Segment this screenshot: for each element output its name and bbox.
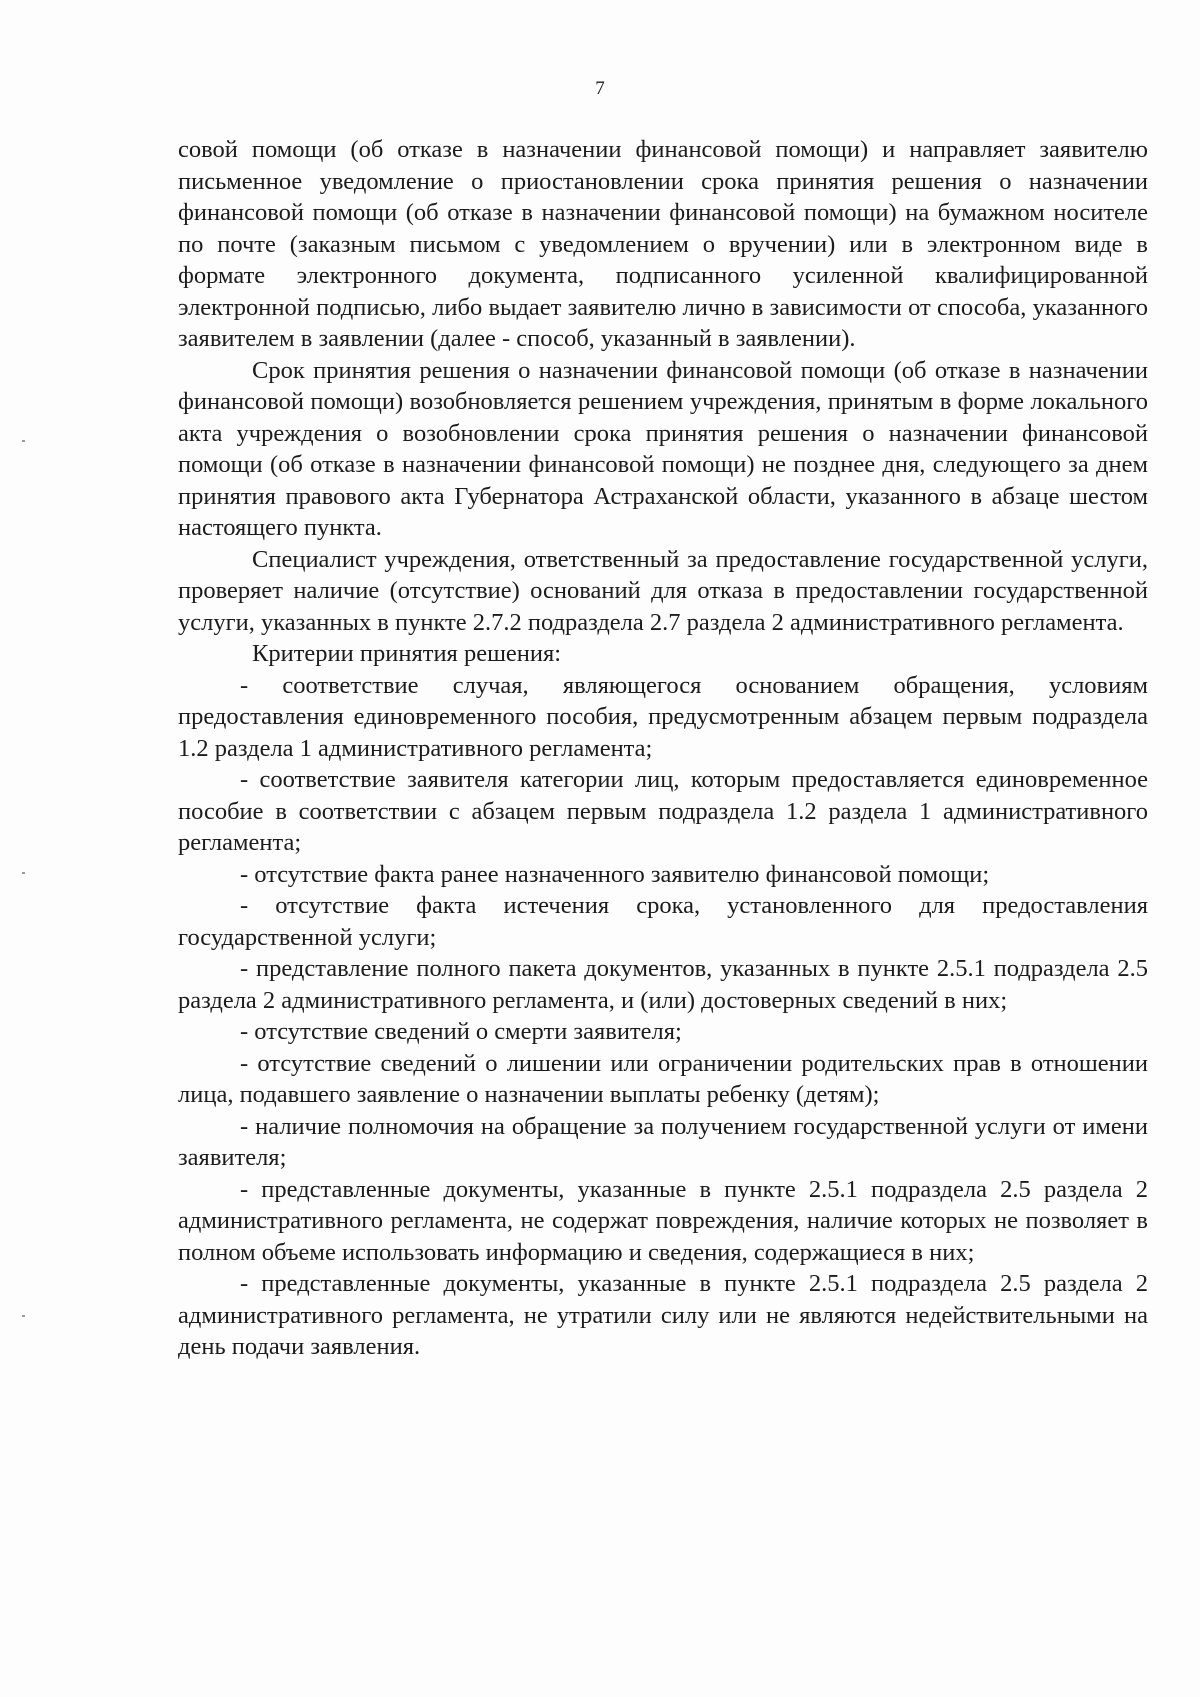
criteria-item: - соответствие случая, являющегося основанием обращения, условиям предоставления единовременного пособия, предусмотренным абзацем первым подраздела 1.2 раздела 1 административного регламента; [178,671,1148,762]
paragraph-suspension-notice: совой помощи (об отказе в назначении финансовой помощи) и направляет заявителю письменное уведомление о приостановлении срока принятия решения о назначении финансовой помощи (об отказе в назначении финансовой помощи) на бумажном носителе по почте (заказным письмом с уведомлением о вручении) или в электронном виде в формате электронного документа, подписанного усиленной квалифицированной электронной подписью, либо выдает заявителю лично в зависимости от способа, указанного заявителем в заявлении (далее - способ, указанный в заявлении). [178,136,1148,352]
page-number: 7 [595,78,605,99]
paragraph-specialist-check: Специалист учреждения, ответственный за предоставление государственной услуги, проверяет наличие (отсутствие) оснований для отказа в предоставлении государственной услуги, указанных в пункте 2.7.2 подраздела 2.7 раздела 2 административного регламента. [178,545,1148,636]
criteria-item: - наличие полномочия на обращение за получением государственной услуги от имени заявителя; [178,1112,1148,1171]
criteria-item: - отсутствие сведений о лишении или ограничении родительских прав в отношении лица, подавшего заявление о назначении выплаты ребенку (детям); [178,1049,1148,1108]
criteria-item: - отсутствие факта ранее назначенного заявителю финансовой помощи; [240,860,990,888]
criteria-item: - соответствие заявителя категории лиц, которым предоставляется единовременное пособие в соответствии с абзацем первым подраздела 1.2 раздела 1 административного регламента; [178,766,1148,856]
document-body [178,134,1148,1363]
criteria-item: - отсутствие сведений о смерти заявителя; [240,1018,682,1045]
paragraph-criteria-heading: Критерии принятия решения: [252,640,562,667]
criteria-item: - отсутствие факта истечения срока, установленного для предоставления государственной услуги; [178,892,1148,951]
scan-speck [22,1315,25,1317]
criteria-item: - представление полного пакета документов, указанных в пункте 2.5.1 подраздела 2.5 раздела 2 административного регламента, и (или) достоверных сведений в них; [178,955,1148,1014]
scan-speck [22,872,25,874]
criteria-item: - представленные документы, указанные в пункте 2.5.1 подраздела 2.5 раздела 2 административного регламента, не содержат повреждения, наличие которых не позволяет в полном объеме использовать информацию и сведения, содержащиеся в них; [178,1175,1148,1266]
paragraph-term-resumption: Срок принятия решения о назначении финансовой помощи (об отказе в назначении финансовой помощи) возобновляется решением учреждения, принятым в форме локального акта учреждения о возобновлении срока принятия решения о назначении финансовой помощи (об отказе в назначении финансовой помощи) не позднее дня, следующего за днем принятия правового акта Губернатора Астраханской области, указанного в абзаце шестом настоящего пункта. [178,356,1148,541]
criteria-item: - представленные документы, указанные в пункте 2.5.1 подраздела 2.5 раздела 2 административного регламента, не утратили силу или не являются недействительными на день подачи заявления. [178,1270,1148,1360]
scan-speck [22,440,25,442]
